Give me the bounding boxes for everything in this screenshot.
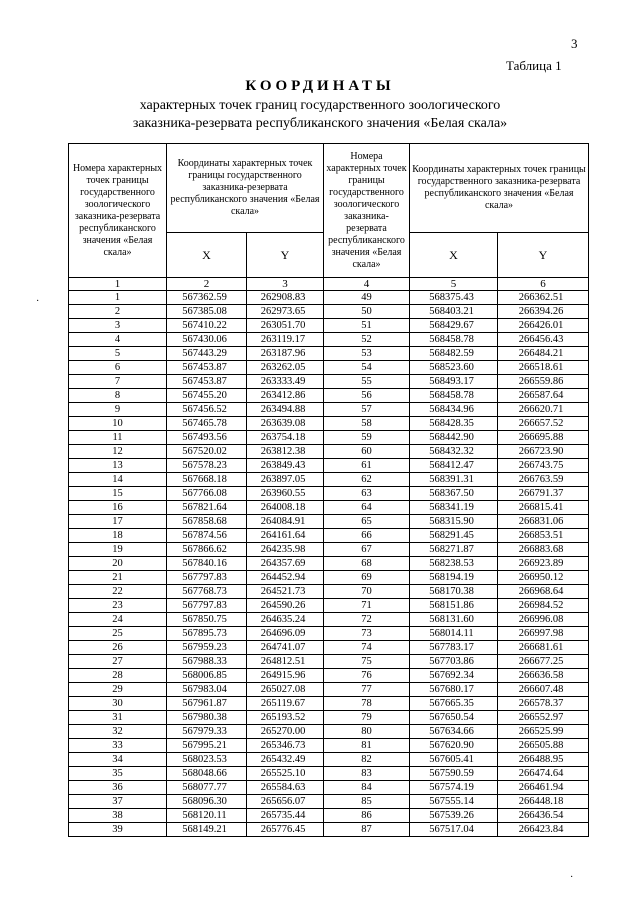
- point-number-left: 20: [69, 557, 167, 571]
- table-row: [69, 291, 589, 305]
- table-row: [69, 753, 589, 767]
- header-x-left: X: [167, 233, 247, 278]
- table-row: [69, 501, 589, 515]
- column-number: 5: [410, 278, 498, 291]
- document-subtitle: [0, 97, 640, 133]
- point-number-left: 21: [69, 571, 167, 585]
- table-row: [69, 641, 589, 655]
- point-number-left: 25: [69, 627, 167, 641]
- table-row: [69, 585, 589, 599]
- y-left: 264357.69: [247, 557, 324, 571]
- table-row: [69, 473, 589, 487]
- point-number-left: 28: [69, 669, 167, 683]
- point-number-left: 15: [69, 487, 167, 501]
- x-left: 567821.64: [167, 501, 247, 515]
- x-left: 568149.21: [167, 823, 247, 837]
- x-right: 568194.19: [410, 571, 498, 585]
- x-left: 567443.29: [167, 347, 247, 361]
- x-left: 567874.56: [167, 529, 247, 543]
- y-right: 266362.51: [498, 291, 589, 305]
- y-right: 266657.52: [498, 417, 589, 431]
- x-right: 567574.19: [410, 781, 498, 795]
- x-left: 567430.06: [167, 333, 247, 347]
- y-left: 263960.55: [247, 487, 324, 501]
- point-number-right: 71: [324, 599, 410, 613]
- x-right: 568442.90: [410, 431, 498, 445]
- y-left: 264521.73: [247, 585, 324, 599]
- point-number-left: 4: [69, 333, 167, 347]
- subtitle-line-1: характерных точек границ государственного зоологического: [139, 98, 501, 113]
- point-number-right: 59: [324, 431, 410, 445]
- point-number-right: 61: [324, 459, 410, 473]
- y-right: 266791.37: [498, 487, 589, 501]
- header-x-right: X: [410, 233, 498, 278]
- x-right: 568315.90: [410, 515, 498, 529]
- point-number-right: 52: [324, 333, 410, 347]
- point-number-right: 54: [324, 361, 410, 375]
- x-left: 568096.30: [167, 795, 247, 809]
- y-left: 265735.44: [247, 809, 324, 823]
- table-row: [69, 823, 589, 837]
- point-number-left: 7: [69, 375, 167, 389]
- point-number-right: 70: [324, 585, 410, 599]
- y-right: 266853.51: [498, 529, 589, 543]
- point-number-right: 65: [324, 515, 410, 529]
- point-number-left: 18: [69, 529, 167, 543]
- y-right: 266607.48: [498, 683, 589, 697]
- point-number-left: 10: [69, 417, 167, 431]
- y-left: 263187.96: [247, 347, 324, 361]
- point-number-right: 62: [324, 473, 410, 487]
- document-title: КООРДИНАТЫ: [245, 78, 395, 94]
- point-number-right: 55: [324, 375, 410, 389]
- y-right: 266426.01: [498, 319, 589, 333]
- x-right: 567620.90: [410, 739, 498, 753]
- table-body: [69, 278, 589, 837]
- header-coordinates-left: Координаты характерных точек границы государственного заказника-резервата республиканского значения «Белая скала»: [167, 144, 324, 233]
- x-right: 568131.60: [410, 613, 498, 627]
- header-y-right: Y: [498, 233, 589, 278]
- y-right: 266505.88: [498, 739, 589, 753]
- point-number-right: 75: [324, 655, 410, 669]
- y-right: 266815.41: [498, 501, 589, 515]
- y-right: 266723.90: [498, 445, 589, 459]
- y-right: 266743.75: [498, 459, 589, 473]
- point-number-left: 16: [69, 501, 167, 515]
- table-row: [69, 697, 589, 711]
- point-number-right: 68: [324, 557, 410, 571]
- x-left: 567840.16: [167, 557, 247, 571]
- column-number: 1: [69, 278, 167, 291]
- point-number-left: 5: [69, 347, 167, 361]
- x-left: 568120.11: [167, 809, 247, 823]
- x-right: 568432.32: [410, 445, 498, 459]
- table-row: [69, 347, 589, 361]
- y-right: 266681.61: [498, 641, 589, 655]
- y-right: 266996.08: [498, 613, 589, 627]
- point-number-right: 81: [324, 739, 410, 753]
- point-number-right: 58: [324, 417, 410, 431]
- y-left: 263412.86: [247, 389, 324, 403]
- y-left: 264635.24: [247, 613, 324, 627]
- x-left: 567961.87: [167, 697, 247, 711]
- x-right: 567555.14: [410, 795, 498, 809]
- column-number: 4: [324, 278, 410, 291]
- x-left: 568023.53: [167, 753, 247, 767]
- x-right: 567692.34: [410, 669, 498, 683]
- point-number-left: 14: [69, 473, 167, 487]
- x-right: 568434.96: [410, 403, 498, 417]
- x-right: 568458.78: [410, 389, 498, 403]
- y-left: 265270.00: [247, 725, 324, 739]
- y-left: 265776.45: [247, 823, 324, 837]
- header-point-number-left: Номера характерных точек границы государственного зоологического заказника-резервата республиканского значения «Белая скала»: [69, 144, 167, 278]
- x-right: 568291.45: [410, 529, 498, 543]
- y-left: 262908.83: [247, 291, 324, 305]
- y-left: 263333.49: [247, 375, 324, 389]
- margin-dot: ·: [36, 296, 40, 307]
- table-row: [69, 445, 589, 459]
- table-row: [69, 529, 589, 543]
- point-number-left: 32: [69, 725, 167, 739]
- point-number-right: 66: [324, 529, 410, 543]
- x-left: 567995.21: [167, 739, 247, 753]
- y-left: 263754.18: [247, 431, 324, 445]
- point-number-right: 60: [324, 445, 410, 459]
- point-number-left: 2: [69, 305, 167, 319]
- y-left: 265432.49: [247, 753, 324, 767]
- point-number-right: 82: [324, 753, 410, 767]
- header-y-left: Y: [247, 233, 324, 278]
- table-row: [69, 389, 589, 403]
- y-left: 264452.94: [247, 571, 324, 585]
- point-number-right: 50: [324, 305, 410, 319]
- x-right: 567703.86: [410, 655, 498, 669]
- y-right: 266484.21: [498, 347, 589, 361]
- table-row: [69, 319, 589, 333]
- y-left: 264008.18: [247, 501, 324, 515]
- point-number-right: 67: [324, 543, 410, 557]
- x-left: 567520.02: [167, 445, 247, 459]
- point-number-right: 83: [324, 767, 410, 781]
- x-left: 567385.08: [167, 305, 247, 319]
- x-left: 567983.04: [167, 683, 247, 697]
- point-number-left: 30: [69, 697, 167, 711]
- point-number-right: 86: [324, 809, 410, 823]
- x-left: 567410.22: [167, 319, 247, 333]
- point-number-left: 31: [69, 711, 167, 725]
- point-number-left: 29: [69, 683, 167, 697]
- point-number-left: 23: [69, 599, 167, 613]
- point-number-left: 34: [69, 753, 167, 767]
- x-right: 568403.21: [410, 305, 498, 319]
- y-left: 265027.08: [247, 683, 324, 697]
- x-left: 567456.52: [167, 403, 247, 417]
- y-right: 266695.88: [498, 431, 589, 445]
- y-right: 266423.84: [498, 823, 589, 837]
- table-row: [69, 515, 589, 529]
- y-right: 266831.06: [498, 515, 589, 529]
- header-coordinates-right: Координаты характерных точек границы государственного заказника-резервата республиканского значения «Белая скала»: [410, 144, 589, 233]
- x-left: 567797.83: [167, 599, 247, 613]
- column-number: 3: [247, 278, 324, 291]
- table-row: [69, 417, 589, 431]
- y-left: 263494.88: [247, 403, 324, 417]
- point-number-right: 64: [324, 501, 410, 515]
- subtitle-line-2: заказника-резервата республиканского значения «Белая скала»: [132, 116, 508, 131]
- y-right: 266968.64: [498, 585, 589, 599]
- point-number-right: 76: [324, 669, 410, 683]
- y-right: 266620.71: [498, 403, 589, 417]
- table-row: [69, 557, 589, 571]
- x-left: 567362.59: [167, 291, 247, 305]
- y-right: 266950.12: [498, 571, 589, 585]
- table-row: [69, 781, 589, 795]
- x-left: 567895.73: [167, 627, 247, 641]
- x-right: 567590.59: [410, 767, 498, 781]
- x-left: 567858.68: [167, 515, 247, 529]
- point-number-left: 3: [69, 319, 167, 333]
- x-left: 567797.83: [167, 571, 247, 585]
- x-right: 567634.66: [410, 725, 498, 739]
- table-row: [69, 487, 589, 501]
- table-row: [69, 305, 589, 319]
- y-right: 266552.97: [498, 711, 589, 725]
- point-number-right: 51: [324, 319, 410, 333]
- y-right: 266474.64: [498, 767, 589, 781]
- page-number: 3: [571, 36, 578, 51]
- point-number-right: 78: [324, 697, 410, 711]
- column-number: 6: [498, 278, 589, 291]
- y-left: 263849.43: [247, 459, 324, 473]
- point-number-left: 6: [69, 361, 167, 375]
- y-right: 266461.94: [498, 781, 589, 795]
- header-point-number-right: Номера характерных точек границы государственного зоологического заказника-резервата республиканского значения «Белая скала»: [324, 144, 410, 278]
- point-number-right: 63: [324, 487, 410, 501]
- y-right: 266394.26: [498, 305, 589, 319]
- table-row: [69, 655, 589, 669]
- table-row: [69, 403, 589, 417]
- x-left: 567980.38: [167, 711, 247, 725]
- x-right: 567650.54: [410, 711, 498, 725]
- table-row: [69, 739, 589, 753]
- point-number-left: 38: [69, 809, 167, 823]
- x-left: 567493.56: [167, 431, 247, 445]
- point-number-left: 39: [69, 823, 167, 837]
- x-right: 567605.41: [410, 753, 498, 767]
- point-number-right: 84: [324, 781, 410, 795]
- table-row: [69, 795, 589, 809]
- y-right: 266518.61: [498, 361, 589, 375]
- x-right: 567539.26: [410, 809, 498, 823]
- table-row: [69, 571, 589, 585]
- y-right: 266883.68: [498, 543, 589, 557]
- x-right: 568482.59: [410, 347, 498, 361]
- coordinates-table: [68, 143, 589, 837]
- y-left: 263119.17: [247, 333, 324, 347]
- point-number-left: 27: [69, 655, 167, 669]
- table-row: [69, 543, 589, 557]
- y-left: 265584.63: [247, 781, 324, 795]
- table-row: [69, 613, 589, 627]
- point-number-right: 87: [324, 823, 410, 837]
- x-right: 568271.87: [410, 543, 498, 557]
- table-row: [69, 809, 589, 823]
- x-left: 567453.87: [167, 361, 247, 375]
- point-number-left: 33: [69, 739, 167, 753]
- point-number-right: 49: [324, 291, 410, 305]
- x-right: 567517.04: [410, 823, 498, 837]
- x-left: 567850.75: [167, 613, 247, 627]
- point-number-right: 79: [324, 711, 410, 725]
- table-row: [69, 627, 589, 641]
- y-right: 266997.98: [498, 627, 589, 641]
- table-row: [69, 767, 589, 781]
- point-number-left: 17: [69, 515, 167, 529]
- y-left: 264084.91: [247, 515, 324, 529]
- y-left: 265346.73: [247, 739, 324, 753]
- point-number-right: 85: [324, 795, 410, 809]
- x-right: 568493.17: [410, 375, 498, 389]
- y-left: 263262.05: [247, 361, 324, 375]
- point-number-left: 37: [69, 795, 167, 809]
- y-left: 264161.64: [247, 529, 324, 543]
- table-row: [69, 375, 589, 389]
- x-right: 567665.35: [410, 697, 498, 711]
- y-right: 266559.86: [498, 375, 589, 389]
- x-left: 567866.62: [167, 543, 247, 557]
- y-right: 266984.52: [498, 599, 589, 613]
- x-right: 568151.86: [410, 599, 498, 613]
- y-left: 264235.98: [247, 543, 324, 557]
- x-right: 568341.19: [410, 501, 498, 515]
- y-left: 265193.52: [247, 711, 324, 725]
- x-right: 568429.67: [410, 319, 498, 333]
- y-left: 263051.70: [247, 319, 324, 333]
- point-number-right: 74: [324, 641, 410, 655]
- point-number-left: 22: [69, 585, 167, 599]
- point-number-right: 57: [324, 403, 410, 417]
- x-right: 568412.47: [410, 459, 498, 473]
- x-left: 567768.73: [167, 585, 247, 599]
- table-row: [69, 361, 589, 375]
- x-left: 567979.33: [167, 725, 247, 739]
- x-left: 568077.77: [167, 781, 247, 795]
- y-left: 265656.07: [247, 795, 324, 809]
- x-right: 568367.50: [410, 487, 498, 501]
- x-right: 568523.60: [410, 361, 498, 375]
- margin-dot: ·: [570, 872, 574, 883]
- point-number-left: 8: [69, 389, 167, 403]
- y-right: 266763.59: [498, 473, 589, 487]
- table-row: [69, 431, 589, 445]
- point-number-right: 72: [324, 613, 410, 627]
- point-number-left: 26: [69, 641, 167, 655]
- y-left: 262973.65: [247, 305, 324, 319]
- y-right: 266923.89: [498, 557, 589, 571]
- point-number-right: 69: [324, 571, 410, 585]
- point-number-left: 19: [69, 543, 167, 557]
- point-number-right: 56: [324, 389, 410, 403]
- table-row: [69, 725, 589, 739]
- y-left: 265525.10: [247, 767, 324, 781]
- y-right: 266636.58: [498, 669, 589, 683]
- y-left: 264696.09: [247, 627, 324, 641]
- y-left: 265119.67: [247, 697, 324, 711]
- x-left: 567578.23: [167, 459, 247, 473]
- point-number-right: 73: [324, 627, 410, 641]
- y-left: 264741.07: [247, 641, 324, 655]
- table-label: Таблица 1: [506, 58, 562, 73]
- x-right: 568458.78: [410, 333, 498, 347]
- x-right: 567783.17: [410, 641, 498, 655]
- table-row: [69, 683, 589, 697]
- point-number-right: 77: [324, 683, 410, 697]
- table-row: [69, 599, 589, 613]
- table-row: [69, 333, 589, 347]
- x-right: 568170.38: [410, 585, 498, 599]
- y-left: 263639.08: [247, 417, 324, 431]
- x-left: 568048.66: [167, 767, 247, 781]
- point-number-left: 11: [69, 431, 167, 445]
- x-right: 567680.17: [410, 683, 498, 697]
- column-number: 2: [167, 278, 247, 291]
- x-right: 568428.35: [410, 417, 498, 431]
- point-number-left: 9: [69, 403, 167, 417]
- column-number-row: [69, 278, 589, 291]
- x-left: 567988.33: [167, 655, 247, 669]
- y-left: 264590.26: [247, 599, 324, 613]
- point-number-left: 36: [69, 781, 167, 795]
- point-number-left: 12: [69, 445, 167, 459]
- x-right: 568391.31: [410, 473, 498, 487]
- y-right: 266677.25: [498, 655, 589, 669]
- y-left: 263812.38: [247, 445, 324, 459]
- y-left: 264915.96: [247, 669, 324, 683]
- table-row: [69, 711, 589, 725]
- point-number-left: 24: [69, 613, 167, 627]
- y-right: 266578.37: [498, 697, 589, 711]
- x-right: 568238.53: [410, 557, 498, 571]
- point-number-left: 13: [69, 459, 167, 473]
- y-right: 266488.95: [498, 753, 589, 767]
- table-row: [69, 459, 589, 473]
- point-number-left: 35: [69, 767, 167, 781]
- x-left: 567668.18: [167, 473, 247, 487]
- x-left: 567465.78: [167, 417, 247, 431]
- x-left: 567766.08: [167, 487, 247, 501]
- y-left: 263897.05: [247, 473, 324, 487]
- point-number-right: 80: [324, 725, 410, 739]
- x-left: 567453.87: [167, 375, 247, 389]
- y-left: 264812.51: [247, 655, 324, 669]
- y-right: 266448.18: [498, 795, 589, 809]
- x-left: 568006.85: [167, 669, 247, 683]
- y-right: 266456.43: [498, 333, 589, 347]
- x-right: 568014.11: [410, 627, 498, 641]
- table-row: [69, 669, 589, 683]
- y-right: 266587.64: [498, 389, 589, 403]
- point-number-right: 53: [324, 347, 410, 361]
- x-right: 568375.43: [410, 291, 498, 305]
- point-number-left: 1: [69, 291, 167, 305]
- y-right: 266436.54: [498, 809, 589, 823]
- x-left: 567455.20: [167, 389, 247, 403]
- y-right: 266525.99: [498, 725, 589, 739]
- x-left: 567959.23: [167, 641, 247, 655]
